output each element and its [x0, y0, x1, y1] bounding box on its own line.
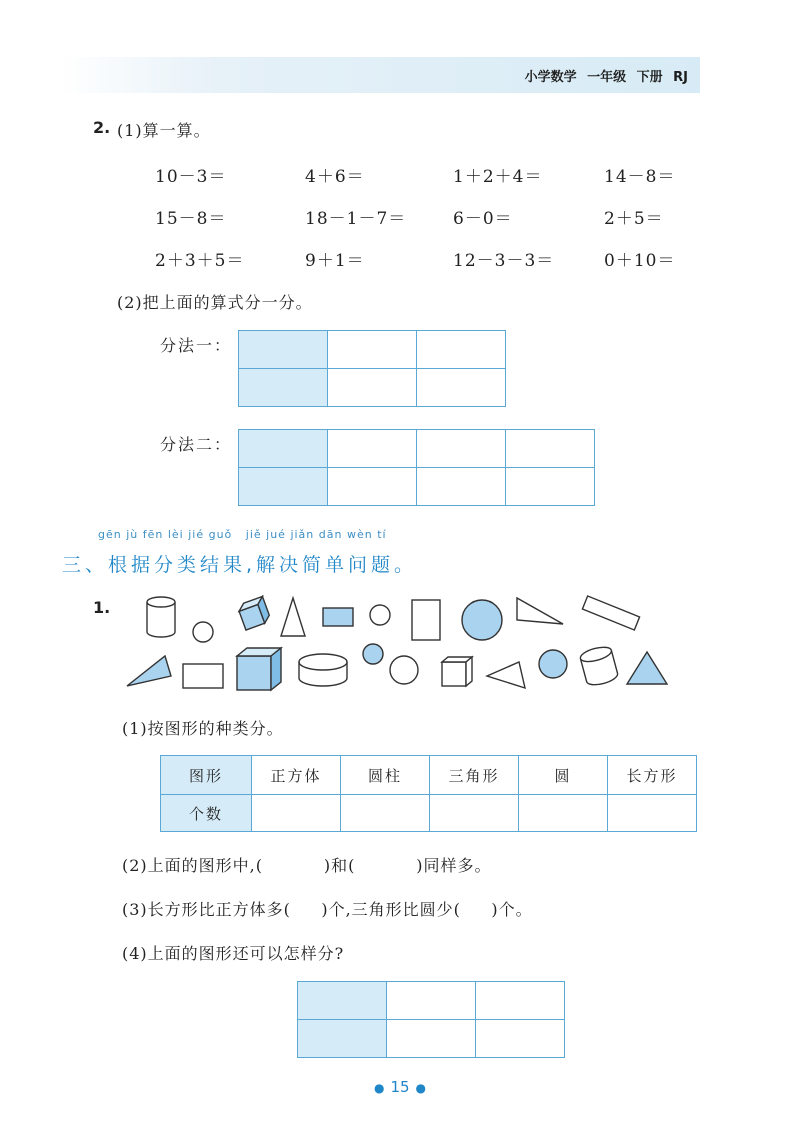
answer-cell[interactable] — [519, 795, 608, 832]
grid-cell[interactable] — [239, 369, 328, 407]
grid-cell[interactable] — [328, 430, 417, 468]
cube-shape — [442, 657, 472, 686]
circle-shape — [370, 605, 390, 625]
table-header-cell: 长方形 — [608, 756, 697, 795]
bullet-icon: ● — [373, 1081, 385, 1095]
answer-cell[interactable] — [608, 795, 697, 832]
question-part-4: (4)上面的图形还可以怎样分? — [122, 944, 345, 963]
table-row — [161, 795, 697, 832]
expression: 6－0＝ — [453, 209, 513, 229]
classify-table — [160, 755, 697, 832]
shapes-illustration — [115, 590, 685, 700]
expression: 12－3－3＝ — [453, 251, 555, 271]
cylinder-shape — [147, 597, 175, 637]
expression: 2＋5＝ — [604, 209, 664, 229]
grid-cell[interactable] — [417, 331, 506, 369]
grid-cell[interactable] — [239, 331, 328, 369]
triangle-shape — [517, 598, 563, 624]
question-part-3: (3)长方形比正方体多( )个,三角形比圆少( )个。 — [122, 900, 533, 919]
grid-cell[interactable] — [239, 430, 328, 468]
header-title: 小学数学 一年级 下册 RJ — [524, 70, 688, 85]
triangle-shape — [127, 656, 171, 686]
circle-shape — [390, 656, 418, 684]
circle-shape — [462, 600, 502, 640]
expression: 2＋3＋5＝ — [155, 251, 245, 271]
method-2-label: 分法二： — [160, 435, 233, 454]
section-pinyin: gēn jù fēn lèi jié guǒ jiě jué jiǎn dān wèn tí — [98, 528, 387, 541]
rectangle-shape — [412, 600, 440, 640]
method-2-grid — [238, 429, 595, 506]
method-1-label: 分法一： — [160, 336, 233, 355]
expression: 9＋1＝ — [305, 251, 365, 271]
grid-cell[interactable] — [417, 430, 506, 468]
grid-cell[interactable] — [239, 468, 328, 506]
question-number: 2. — [93, 118, 111, 137]
grid-cell[interactable] — [506, 468, 595, 506]
grid-cell[interactable] — [387, 982, 476, 1020]
expression: 15－8＝ — [155, 209, 227, 229]
expression: 1＋2＋4＝ — [453, 167, 543, 187]
table-header-cell: 圆柱 — [341, 756, 430, 795]
question-number: 1. — [93, 598, 111, 617]
grid-cell[interactable] — [476, 982, 565, 1020]
expression: 10－3＝ — [155, 167, 227, 187]
grid-cell[interactable] — [298, 982, 387, 1020]
question-part-2: (2)上面的图形中,( )和( )同样多。 — [122, 856, 492, 875]
triangle-shape — [487, 662, 525, 688]
grid-cell[interactable] — [328, 331, 417, 369]
rectangle-shape — [582, 596, 639, 630]
grid-cell[interactable] — [476, 1020, 565, 1058]
answer-cell[interactable] — [430, 795, 519, 832]
expression: 4＋6＝ — [305, 167, 365, 187]
question-part-1: (1)按图形的种类分。 — [122, 719, 284, 738]
grid-cell[interactable] — [417, 369, 506, 407]
grid-cell[interactable] — [417, 468, 506, 506]
cube-shape — [237, 596, 271, 630]
answer-cell[interactable] — [341, 795, 430, 832]
cylinder-shape — [579, 644, 619, 687]
grid-cell[interactable] — [506, 430, 595, 468]
table-header-cell: 正方体 — [252, 756, 341, 795]
question-part-1: (1)算一算。 — [117, 121, 211, 140]
grid-cell[interactable] — [298, 1020, 387, 1058]
grid-cell[interactable] — [387, 1020, 476, 1058]
answer-grid — [297, 981, 565, 1058]
expression: 0＋10＝ — [604, 251, 676, 271]
table-header-cell: 图形 — [161, 756, 252, 795]
rectangle-shape — [183, 664, 223, 688]
table-header-cell: 圆 — [519, 756, 608, 795]
bullet-icon: ● — [415, 1081, 427, 1095]
grid-cell[interactable] — [328, 468, 417, 506]
expression: 14－8＝ — [604, 167, 676, 187]
page-number-text: 15 — [390, 1078, 410, 1096]
section-title: 三、根据分类结果,解决简单问题。 — [62, 554, 418, 576]
triangle-shape — [281, 598, 305, 636]
table-header-row — [161, 756, 697, 795]
circle-shape — [363, 644, 383, 664]
cube-shape — [237, 648, 281, 690]
page-number — [0, 1078, 800, 1096]
triangle-shape — [627, 652, 667, 684]
rectangle-shape — [323, 608, 353, 626]
method-1-grid — [238, 330, 506, 407]
grid-cell[interactable] — [328, 369, 417, 407]
expression: 18－1－7＝ — [305, 209, 407, 229]
cylinder-shape — [299, 654, 347, 686]
question-part-2: (2)把上面的算式分一分。 — [117, 293, 313, 312]
table-row-label: 个数 — [161, 795, 252, 832]
table-header-cell: 三角形 — [430, 756, 519, 795]
answer-cell[interactable] — [252, 795, 341, 832]
circle-shape — [539, 650, 567, 678]
circle-shape — [193, 622, 213, 642]
